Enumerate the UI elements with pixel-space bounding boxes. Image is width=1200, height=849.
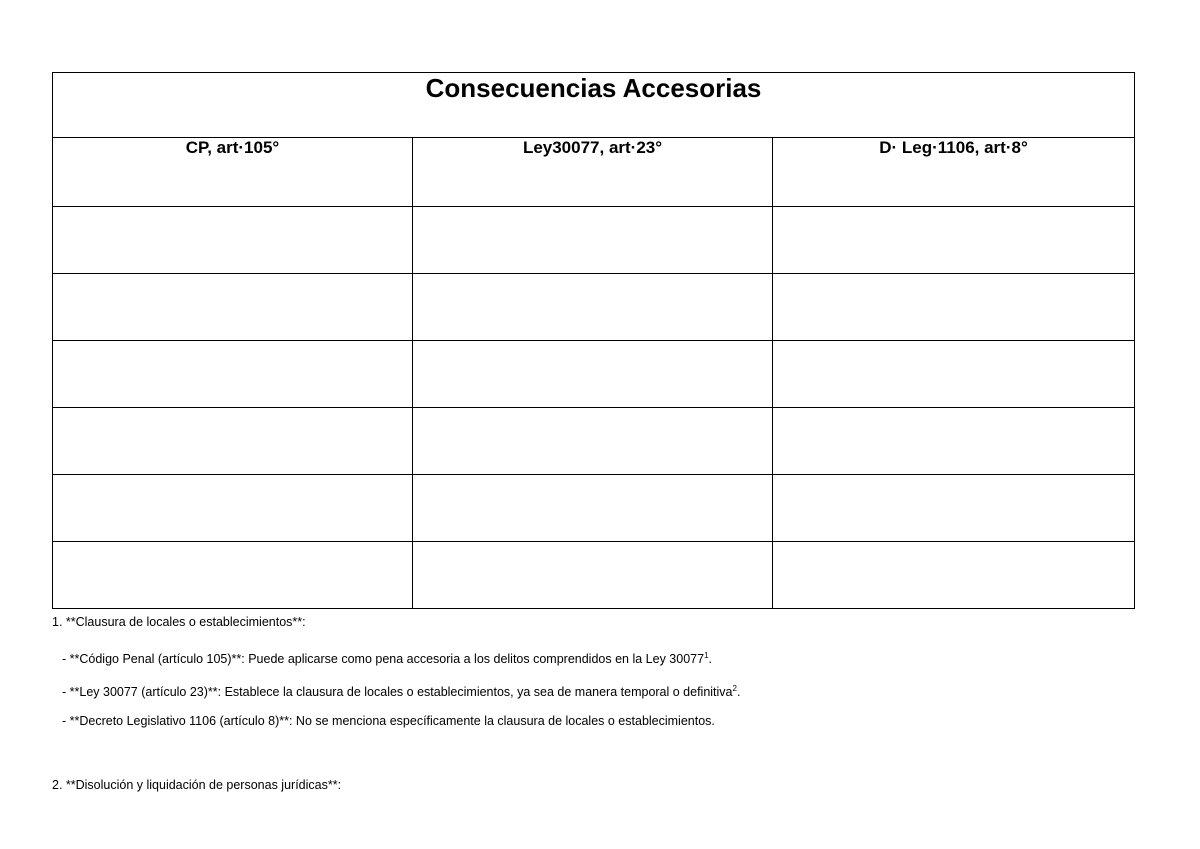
table-row [53,542,1135,609]
note-item-1-heading: 1. **Clausura de locales o establecimientos**: [52,615,306,629]
table-cell [413,274,773,341]
table-cell [413,408,773,475]
note-period: . [736,685,741,700]
table-cell [53,408,413,475]
note-item-1-decreto-1106: - **Decreto Legislativo 1106 (artículo 8)**: No se menciona específicamente la clausura de locales o establecimientos. [62,714,715,728]
column-header-cp: CP, art·105° [53,138,413,207]
table-cell [53,341,413,408]
table-cell [413,341,773,408]
table-row [53,341,1135,408]
table-cell [413,542,773,609]
table-cell [53,207,413,274]
footnote-ref-1[interactable]: 1 [704,651,709,660]
table-cell [413,207,773,274]
table-cell [773,542,1135,609]
table-cell [53,274,413,341]
table-cell [53,542,413,609]
table-row [53,408,1135,475]
table-title-row [53,73,1135,138]
note-text: - **Código Penal (artículo 105)**: Puede aplicarse como pena accesoria a los delitos comprendidos en la Ley 30077 [62,652,705,667]
table-row [53,475,1135,542]
table-cell [773,207,1135,274]
note-item-1-ley-30077 [62,681,740,700]
note-item-1-codigo-penal [62,648,712,667]
note-text: - **Ley 30077 (artículo 23)**: Establece la clausura de locales o establecimientos, ya sea de manera temporal o definitiva [62,685,733,700]
note-item-2-heading: 2. **Disolución y liquidación de personas jurídicas**: [52,778,342,792]
table-cell [773,408,1135,475]
column-header-dleg1106: D· Leg·1106, art·8° [773,138,1135,207]
table-cell [413,475,773,542]
column-header-ley30077: Ley30077, art·23° [413,138,773,207]
note-period: . [708,652,712,667]
consequences-table [52,72,1135,609]
table-row [53,207,1135,274]
table-title: Consecuencias Accesorias [53,73,1135,138]
table-row [53,274,1135,341]
table-cell [53,475,413,542]
footnote-ref-2[interactable]: 2 [732,684,737,693]
table-cell [773,475,1135,542]
table-cell [773,274,1135,341]
table-header-row [53,138,1135,207]
table-cell [773,341,1135,408]
